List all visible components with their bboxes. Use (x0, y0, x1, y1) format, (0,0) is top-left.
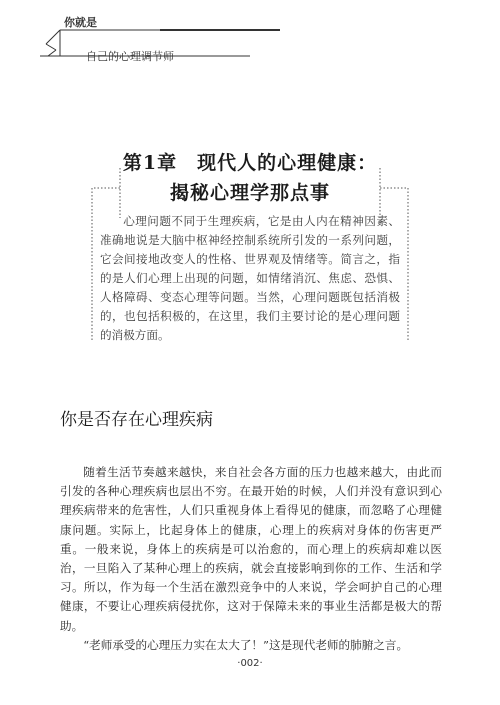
section-body (60, 463, 442, 655)
body-paragraph-1: 随着生活节奏越来越快，来自社会各方面的压力也越来越大，由此而引发的各种心理疾病也层出不穷。在最开始的时候，人们并没有意识到心理疾病带来的危害性，人们只重视身体上看得见的健康，而忽略了心理健康问题。实际上，比起身体上的健康，心理上的疾病对身体的伤害更严重。一般来说，身体上的疾病是可以治愈的，而心理上的疾病却难以医治，一旦陷入了某种心理上的疾病，就会直接影响到你的工作、生活和学习。所以，作为每一个生活在激烈竞争中的人来说，学会呵护自己的心理健康，不要让心理疾病侵扰你，这对于保障未来的事业生活都是极大的帮助。 (60, 465, 442, 633)
running-header (0, 0, 500, 70)
header-decoration (0, 0, 500, 70)
chapter-title-line1: 第1章 现代人的心理健康： (122, 152, 378, 174)
chapter-title-line2: 揭秘心理学那点事 (169, 182, 330, 204)
section-heading: 你是否存在心理疾病 (60, 410, 213, 430)
page-number: ·002· (237, 658, 263, 669)
chapter-title (0, 150, 500, 206)
chapter-intro-paragraph: 心理问题不同于生理疾病，它是由人内在精神因素、准确地说是大脑中枢神经控制系统所引发的一系列问题，它会间接地改变人的性格、世界观及情绪等。简言之，指的是人们心理上出现的问题，如情绪消沉、焦虑、恐惧、人格障碍、变态心理等问题。当然，心理问题既包括消极的，也包括积极的，在这里，我们主要讨论的是心理问题的消极方面。 (100, 214, 400, 342)
body-paragraph-2: “老师承受的心理压力实在太大了！”这是现代老师的肺腑之言。 (83, 637, 409, 652)
header-book-title-line1: 你就是 (64, 16, 97, 29)
header-book-title-line2: 自己的心理调节师 (86, 50, 174, 63)
